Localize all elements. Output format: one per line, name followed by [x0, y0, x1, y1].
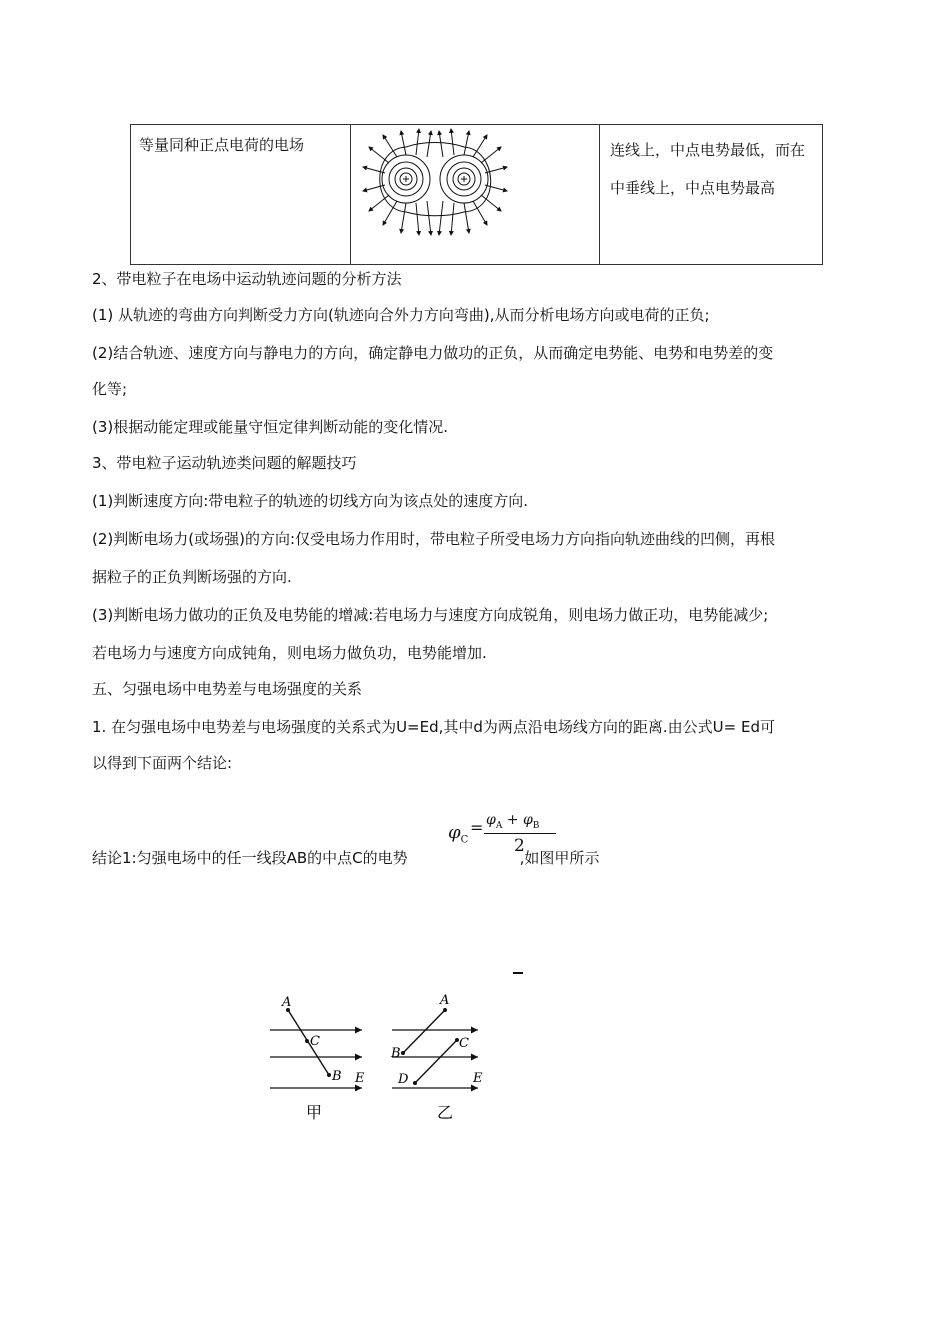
field-table	[130, 124, 823, 265]
paragraph-3-3-b: 若电场力与速度方向成钝角，则电场力做负功，电势能增加.	[92, 644, 487, 662]
point-b-label-yi: B	[391, 1046, 401, 1061]
paragraph-5-1-b: 以得到下面两个结论:	[92, 754, 233, 772]
segment-ab-jia	[288, 1010, 329, 1075]
paragraph-2-2-a: (2)结合轨迹、速度方向与静电力的方向，确定静电力做功的正负，从而确定电势能、电势和电势差的变	[92, 344, 774, 362]
paragraph-3-3-a: (3)判断电场力做功的正负及电势能的增减:若电场力与速度方向成锐角，则电场力做正功，电势能减少;	[92, 606, 769, 624]
phi-c: $\varphi_C$	[448, 822, 469, 846]
field-type-label: 等量同种正点电荷的电场	[139, 136, 305, 154]
figure-label-yi: 乙	[437, 1103, 454, 1122]
point-a-label-yi: A	[440, 993, 450, 1008]
field-description-line-2: 中垂线上，中点电势最高	[610, 179, 776, 197]
stray-dash	[513, 972, 523, 974]
section-heading-3: 3、带电粒子运动轨迹类问题的解题技巧	[92, 454, 357, 472]
equals-sign: =	[470, 818, 484, 837]
midpoint-potential-formula	[448, 812, 558, 862]
uniform-field-figure	[260, 990, 520, 1130]
paragraph-3-2-a: (2)判断电场力(或场强)的方向:仅受电场力作用时，带电粒子所受电场力方向指向轨迹曲线的凹侧，再根	[92, 530, 776, 548]
fraction-bar	[484, 833, 556, 834]
field-e-label-jia: E	[355, 1071, 365, 1086]
conclusion-1-text: 结论1:匀强电场中的任一线段AB的中点C的电势	[92, 849, 408, 867]
point-d-label-yi: D	[398, 1072, 409, 1087]
paragraph-5-1-a: 1. 在匀强电场中电势差与电场强度的关系式为U=Ed,其中d为两点沿电场线方向的距离.由公式U= Ed可	[92, 718, 776, 736]
point-c-label-yi: C	[459, 1036, 469, 1051]
paragraph-2-3: (3)根据动能定理或能量守恒定律判断动能的变化情况.	[92, 418, 449, 436]
paragraph-3-2-b: 据粒子的正负判断场强的方向.	[92, 568, 292, 586]
segment-cd-yi	[415, 1040, 457, 1083]
point-c-label-jia: C	[310, 1034, 320, 1049]
point-a-label-jia: A	[282, 995, 292, 1010]
conclusion-1-suffix: ,如图甲所示	[519, 849, 600, 867]
paragraph-2-1: (1) 从轨迹的弯曲方向判断受力方向(轨迹向合外力方向弯曲),从而分析电场方向或电荷的正负;	[92, 306, 710, 324]
paragraph-3-1: (1)判断速度方向:带电粒子的轨迹的切线方向为该点处的速度方向.	[92, 492, 529, 510]
field-e-label-yi: E	[473, 1071, 483, 1086]
field-type-cell	[131, 125, 351, 265]
section-heading-2: 2、带电粒子在电场中运动轨迹问题的分析方法	[92, 270, 402, 288]
field-diagram-cell	[351, 125, 600, 265]
figure-label-jia: 甲	[306, 1103, 323, 1122]
equal-positive-charges-field-diagram	[361, 127, 521, 247]
formula-denominator: 2	[514, 836, 525, 856]
point-b-label-jia: B	[332, 1069, 342, 1084]
section-heading-5: 五、匀强电场中电势差与电场强度的关系	[92, 680, 363, 698]
field-description-cell	[600, 125, 823, 265]
field-description-line-1: 连线上，中点电势最低，而在	[610, 141, 806, 159]
segment-ab-yi	[403, 1010, 445, 1053]
paragraph-2-2-b: 化等;	[92, 380, 128, 398]
formula-numerator: $\varphi_A + \varphi_B$	[486, 812, 540, 831]
